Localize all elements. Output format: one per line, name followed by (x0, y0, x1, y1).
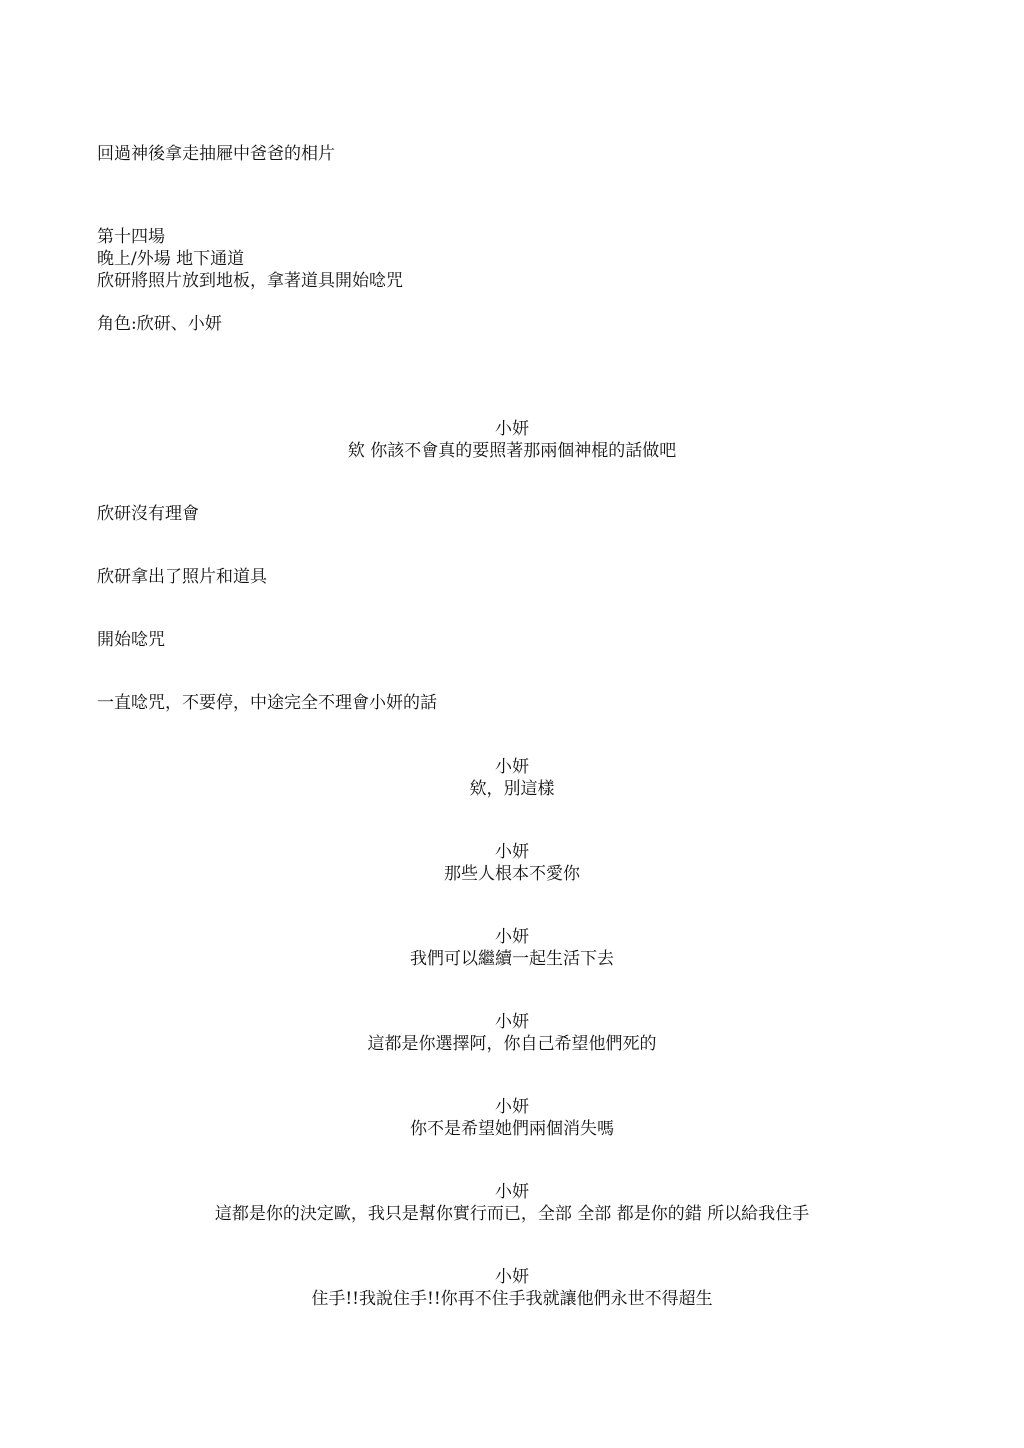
dialogue-speaker: 小妍 (495, 757, 529, 777)
action-line: 開始唸咒 (97, 630, 165, 650)
scene-description: 欣研將照片放到地板，拿著道具開始唸咒 (97, 271, 403, 291)
scene-characters: 角色:欣研、小妍 (97, 314, 222, 334)
dialogue-speaker: 小妍 (495, 1097, 529, 1117)
action-line: 一直唸咒，不要停，中途完全不理會小妍的話 (97, 693, 437, 713)
dialogue-line: 這都是你選擇阿，你自己希望他們死的 (367, 1034, 657, 1054)
dialogue-line: 我們可以繼續一起生活下去 (410, 949, 614, 969)
dialogue-line: 欸 你該不會真的要照著那兩個神棍的話做吧 (347, 441, 677, 461)
dialogue-speaker: 小妍 (495, 1267, 529, 1287)
dialogue-speaker: 小妍 (495, 419, 529, 439)
scene-heading: 第十四場 (97, 227, 165, 247)
action-line: 欣研沒有理會 (97, 504, 199, 524)
dialogue-speaker: 小妍 (495, 842, 529, 862)
dialogue-line: 欸，別這樣 (469, 779, 555, 799)
dialogue-line: 那些人根本不愛你 (444, 864, 580, 884)
dialogue-speaker: 小妍 (495, 927, 529, 947)
action-line: 欣研拿出了照片和道具 (97, 567, 267, 587)
dialogue-line: 你不是希望她們兩個消失嗎 (410, 1119, 614, 1139)
opening-action: 回過神後拿走抽屜中爸爸的相片 (97, 144, 335, 164)
dialogue-speaker: 小妍 (495, 1182, 529, 1202)
dialogue-line: 這都是你的決定歐，我只是幫你實行而已，全部 全部 都是你的錯 所以給我住手 (214, 1204, 810, 1224)
dialogue-line: 住手!!我說住手!!你再不住手我就讓他們永世不得超生 (311, 1289, 713, 1309)
scene-setting: 晚上/外場 地下通道 (97, 249, 245, 269)
dialogue-speaker: 小妍 (495, 1012, 529, 1032)
